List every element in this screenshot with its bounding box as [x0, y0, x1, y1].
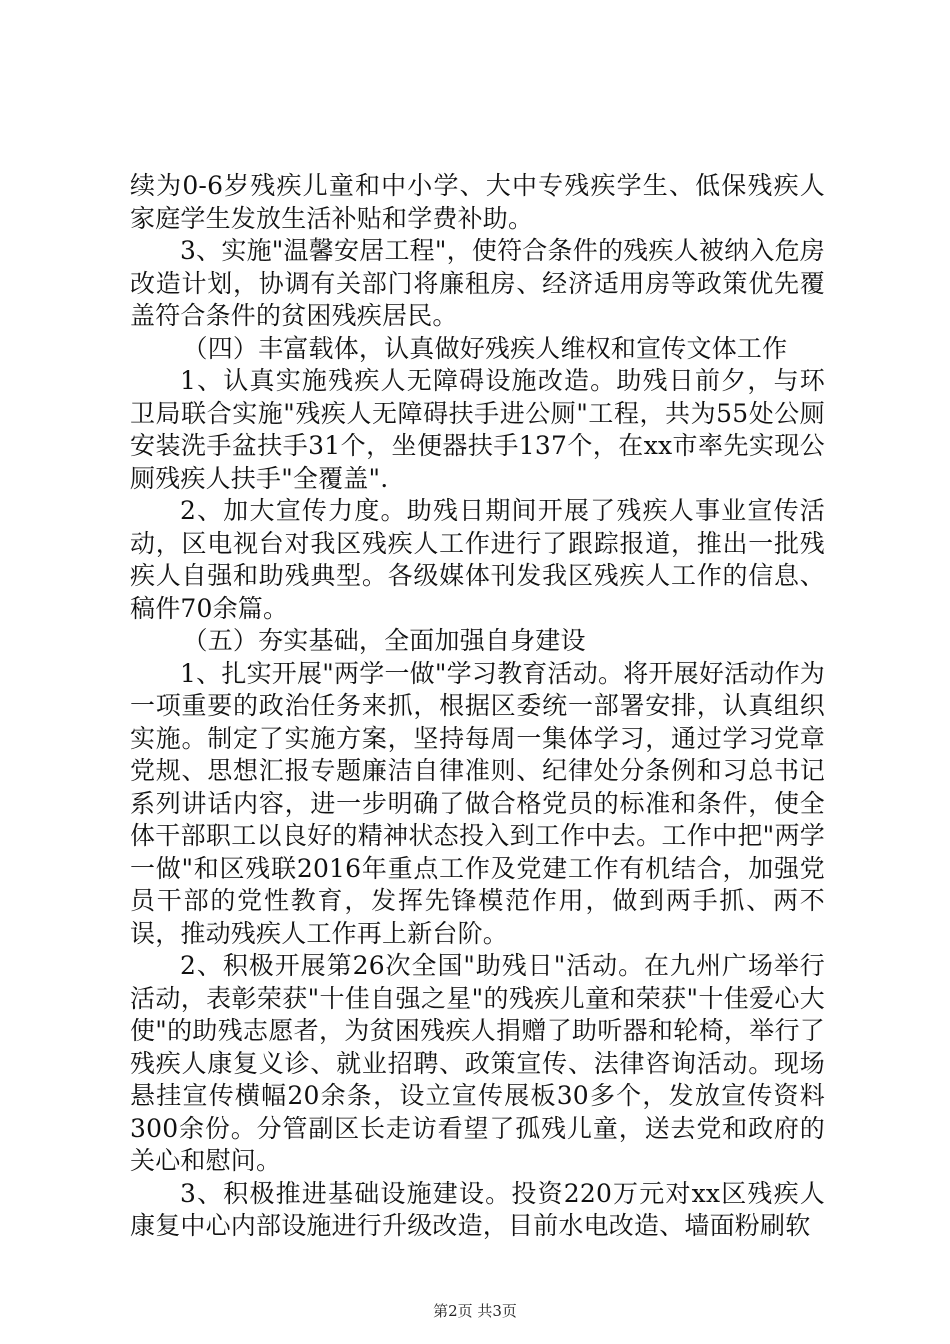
- section-heading-five: （五）夯实基础，全面加强自身建设: [182, 626, 586, 655]
- paragraph-accessibility: 1、认真实施残疾人无障碍设施改造。助残日前夕，与环卫局联合实施"残疾人无障碍扶手进公厕"工程，共为55处公厕安装洗手盆扶手31个，坐便器扶手137个，在xx市率先实现公厕残疾人扶手"全覆盖".: [130, 366, 825, 493]
- section-heading-four: （四）丰富载体，认真做好残疾人维权和宣传文体工作: [182, 333, 788, 363]
- paragraph-housing-project: 3、实施"温馨安居工程"，使符合条件的残疾人被纳入危房改造计划，协调有关部门将廉租房、经济适用房等政策优先覆盖符合条件的贫困残疾居民。: [130, 236, 825, 330]
- paragraph-continued-subsidy: 续为0-6岁残疾儿童和中小学、大中专残疾学生、低保残疾人家庭学生发放生活补贴和学费补助。: [130, 171, 825, 233]
- paragraph-publicity: 2、加大宣传力度。助残日期间开展了残疾人事业宣传活动，区电视台对我区残疾人工作进行了跟踪报道，推出一批残疾人自强和助残典型。各级媒体刊发我区残疾人工作的信息、稿件70余篇。: [130, 496, 825, 623]
- paragraph-help-disabled-day: 2、积极开展第26次全国"助残日"活动。在九州广场举行活动，表彰荣获"十佳自强之星"的残疾儿童和荣获"十佳爱心大使"的助残志愿者，为贫困残疾人捐赠了助听器和轮椅，举行了残疾人康复义诊、就业招聘、政策宣传、法律咨询活动。现场悬挂宣传横幅20余条，设立宣传展板30多个，发放宣传资料300余份。分管副区长走访看望了孤残儿童，送去党和政府的关心和慰问。: [130, 951, 825, 1175]
- paragraph-study-campaign: 1、扎实开展"两学一做"学习教育活动。将开展好活动作为一项重要的政治任务来抓，根据区委统一部署安排，认真组织实施。制定了实施方案，坚持每周一集体学习，通过学习党章党规、思想汇报专题廉洁自律准则、纪律处分条例和习总书记系列讲话内容，进一步明确了做合格党员的标准和条件，使全体干部职工以良好的精神状态投入到工作中去。工作中把"两学一做"和区残联2016年重点工作及党建工作有机结合，加强党员干部的党性教育，发挥先锋模范作用，做到两手抓、两不误，推动残疾人工作再上新台阶。: [130, 658, 825, 948]
- page-footer: 第2页 共3页: [433, 1302, 517, 1320]
- paragraph-infrastructure: 3、积极推进基础设施建设。投资220万元对xx区残疾人康复中心内部设施进行升级改造，目前水电改造、墙面粉刷软: [130, 1178, 825, 1240]
- document-body: [130, 170, 825, 1243]
